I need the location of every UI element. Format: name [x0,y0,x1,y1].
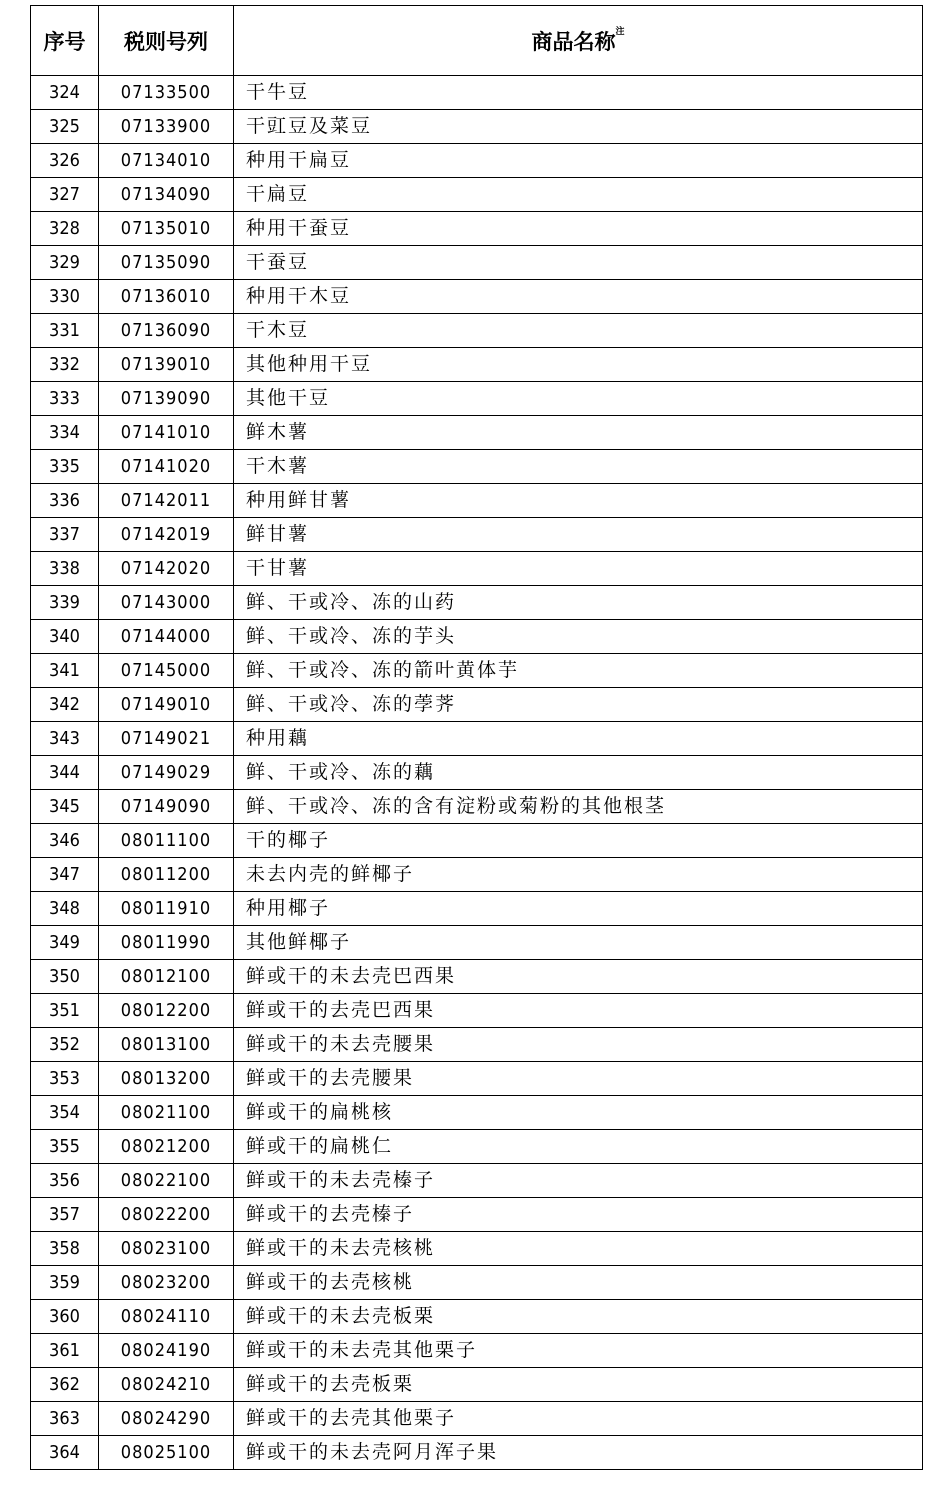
row-code: 08024210 [99,1368,234,1402]
row-name: 鲜、干或冷、冻的荸荠 [234,688,923,722]
row-name: 种用椰子 [234,892,923,926]
row-seq: 326 [31,144,99,178]
row-seq: 325 [31,110,99,144]
header-row [31,6,923,76]
row-code: 07141010 [99,416,234,450]
row-name: 鲜或干的去壳其他栗子 [234,1402,923,1436]
row-name: 鲜、干或冷、冻的箭叶黄体芋 [234,654,923,688]
row-code: 07149010 [99,688,234,722]
row-name: 其他干豆 [234,382,923,416]
row-code: 07143000 [99,586,234,620]
row-name: 鲜或干的未去壳板栗 [234,1300,923,1334]
row-seq: 348 [31,892,99,926]
row-seq: 341 [31,654,99,688]
table-row [31,1028,923,1062]
row-code: 07142019 [99,518,234,552]
table-row [31,1266,923,1300]
row-code: 07136010 [99,280,234,314]
row-name: 种用干扁豆 [234,144,923,178]
row-seq: 342 [31,688,99,722]
row-seq: 329 [31,246,99,280]
row-code: 08024190 [99,1334,234,1368]
table-row [31,484,923,518]
row-name: 干的椰子 [234,824,923,858]
row-name: 种用干蚕豆 [234,212,923,246]
row-code: 07134090 [99,178,234,212]
table-row [31,518,923,552]
row-seq: 328 [31,212,99,246]
row-name: 鲜或干的去壳腰果 [234,1062,923,1096]
table-row [31,858,923,892]
table-row [31,1198,923,1232]
table-row [31,1164,923,1198]
row-code: 07149090 [99,790,234,824]
table-header [31,6,923,76]
row-seq: 362 [31,1368,99,1402]
row-seq: 335 [31,450,99,484]
row-name: 鲜或干的去壳巴西果 [234,994,923,1028]
table-row [31,620,923,654]
row-name: 鲜或干的未去壳榛子 [234,1164,923,1198]
table-row [31,382,923,416]
row-code: 08011100 [99,824,234,858]
row-code: 07136090 [99,314,234,348]
row-seq: 359 [31,1266,99,1300]
table-row [31,280,923,314]
row-name: 种用干木豆 [234,280,923,314]
row-code: 08025100 [99,1436,234,1470]
row-code: 08024290 [99,1402,234,1436]
row-name: 鲜或干的扁桃核 [234,1096,923,1130]
table-row [31,1334,923,1368]
row-code: 08022100 [99,1164,234,1198]
row-code: 08022200 [99,1198,234,1232]
row-name: 鲜或干的未去壳阿月浑子果 [234,1436,923,1470]
row-name: 干木豆 [234,314,923,348]
row-code: 07139010 [99,348,234,382]
table-row [31,892,923,926]
row-name: 鲜或干的未去壳其他栗子 [234,1334,923,1368]
row-seq: 349 [31,926,99,960]
row-name: 种用藕 [234,722,923,756]
row-name: 鲜或干的未去壳核桃 [234,1232,923,1266]
table-row [31,1062,923,1096]
header-name [234,6,923,76]
row-seq: 350 [31,960,99,994]
table-row [31,994,923,1028]
row-seq: 351 [31,994,99,1028]
row-seq: 363 [31,1402,99,1436]
table-row [31,926,923,960]
row-name: 干木薯 [234,450,923,484]
table-row [31,416,923,450]
table-row [31,212,923,246]
row-code: 07135090 [99,246,234,280]
table-row [31,1402,923,1436]
table-row [31,246,923,280]
table-row [31,110,923,144]
row-code: 07141020 [99,450,234,484]
row-name: 干扁豆 [234,178,923,212]
row-name: 鲜、干或冷、冻的山药 [234,586,923,620]
row-name: 干蚕豆 [234,246,923,280]
row-seq: 336 [31,484,99,518]
row-seq: 331 [31,314,99,348]
row-seq: 340 [31,620,99,654]
row-seq: 346 [31,824,99,858]
row-name: 鲜或干的扁桃仁 [234,1130,923,1164]
table-row [31,450,923,484]
row-code: 08023200 [99,1266,234,1300]
row-code: 07134010 [99,144,234,178]
row-code: 08024110 [99,1300,234,1334]
table-row [31,76,923,110]
row-code: 07142020 [99,552,234,586]
table-row [31,144,923,178]
row-seq: 338 [31,552,99,586]
row-name: 鲜或干的未去壳巴西果 [234,960,923,994]
row-seq: 353 [31,1062,99,1096]
row-seq: 330 [31,280,99,314]
row-name: 未去内壳的鲜椰子 [234,858,923,892]
row-code: 08011990 [99,926,234,960]
row-name: 鲜或干的去壳榛子 [234,1198,923,1232]
row-seq: 344 [31,756,99,790]
row-name: 鲜甘薯 [234,518,923,552]
row-seq: 364 [31,1436,99,1470]
row-name: 干牛豆 [234,76,923,110]
row-code: 08013200 [99,1062,234,1096]
row-code: 08011910 [99,892,234,926]
row-code: 08012100 [99,960,234,994]
table-row [31,1436,923,1470]
table-body [31,76,923,1470]
row-seq: 333 [31,382,99,416]
row-code: 07145000 [99,654,234,688]
row-code: 07149021 [99,722,234,756]
table-row [31,1300,923,1334]
table-row [31,178,923,212]
row-code: 07139090 [99,382,234,416]
row-seq: 345 [31,790,99,824]
row-code: 07135010 [99,212,234,246]
row-code: 08012200 [99,994,234,1028]
row-code: 08013100 [99,1028,234,1062]
row-name: 鲜、干或冷、冻的藕 [234,756,923,790]
row-code: 08011200 [99,858,234,892]
header-name-label: 商品名称 [531,29,616,54]
header-code: 税则号列 [99,6,234,76]
row-name: 其他种用干豆 [234,348,923,382]
row-code: 08021100 [99,1096,234,1130]
row-seq: 332 [31,348,99,382]
table-row [31,688,923,722]
table-row [31,552,923,586]
row-seq: 327 [31,178,99,212]
row-name: 鲜或干的去壳板栗 [234,1368,923,1402]
row-code: 07144000 [99,620,234,654]
table-row [31,1096,923,1130]
table-row [31,314,923,348]
row-name: 鲜、干或冷、冻的芋头 [234,620,923,654]
row-code: 07133500 [99,76,234,110]
header-seq: 序号 [31,6,99,76]
row-seq: 361 [31,1334,99,1368]
row-code: 07142011 [99,484,234,518]
row-seq: 339 [31,586,99,620]
row-name: 其他鲜椰子 [234,926,923,960]
table-row [31,1130,923,1164]
row-seq: 352 [31,1028,99,1062]
row-code: 08021200 [99,1130,234,1164]
row-seq: 358 [31,1232,99,1266]
row-seq: 354 [31,1096,99,1130]
header-name-note: 注 [615,26,625,37]
row-seq: 334 [31,416,99,450]
row-name: 种用鲜甘薯 [234,484,923,518]
row-name: 鲜或干的去壳核桃 [234,1266,923,1300]
row-seq: 324 [31,76,99,110]
row-seq: 355 [31,1130,99,1164]
row-code: 07149029 [99,756,234,790]
row-seq: 360 [31,1300,99,1334]
table-row [31,824,923,858]
row-seq: 357 [31,1198,99,1232]
table-row [31,348,923,382]
row-seq: 343 [31,722,99,756]
table-row [31,586,923,620]
row-seq: 356 [31,1164,99,1198]
tariff-table [30,5,923,1470]
table-row [31,756,923,790]
row-name: 鲜、干或冷、冻的含有淀粉或菊粉的其他根茎 [234,790,923,824]
table-row [31,722,923,756]
row-name: 鲜木薯 [234,416,923,450]
row-seq: 337 [31,518,99,552]
table-row [31,790,923,824]
row-seq: 347 [31,858,99,892]
table-row [31,1232,923,1266]
table-row [31,654,923,688]
table-row [31,1368,923,1402]
row-code: 07133900 [99,110,234,144]
row-name: 干豇豆及菜豆 [234,110,923,144]
row-name: 干甘薯 [234,552,923,586]
row-name: 鲜或干的未去壳腰果 [234,1028,923,1062]
table-row [31,960,923,994]
row-code: 08023100 [99,1232,234,1266]
